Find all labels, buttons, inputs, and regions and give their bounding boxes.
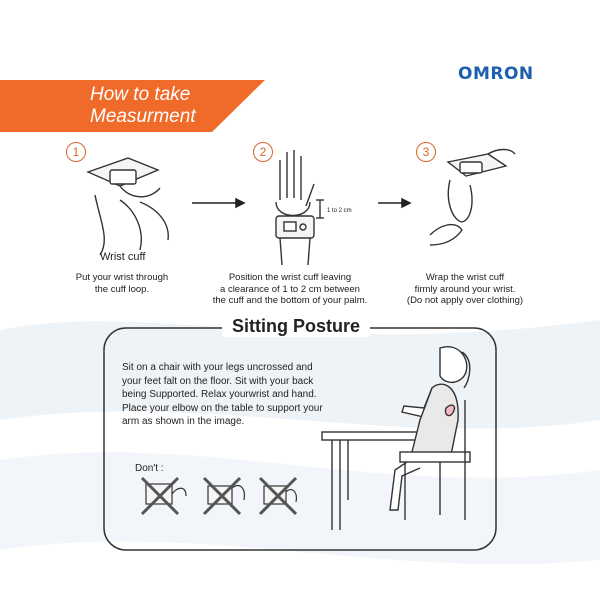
step-3-caption-line2: firmly around your wrist. <box>414 283 516 295</box>
posture-instructions: Sit on a chair with your legs uncrossed and your feet falt on the floor. Sit with your back being Supported. Relax yourwrist and hand. Place your elbow on the table to support your arm as shown in the image. <box>122 362 323 427</box>
step-2-caption-line3: the cuff and the bottom of your palm. <box>212 295 368 306</box>
step-1-caption-line2: the cuff loop. <box>94 283 150 295</box>
dont-label: Don't : <box>135 463 164 474</box>
step-1-caption-line1: Put your wrist through <box>75 272 169 283</box>
step-2-number: 2 <box>253 142 273 162</box>
dont-icons <box>142 478 296 514</box>
header-title-line1: How to take <box>90 84 191 105</box>
wrist-cuff-label: Wrist cuff <box>100 251 146 263</box>
dont-icon-2 <box>204 478 244 514</box>
step-3-caption-line3: (Do not apply over clothing) <box>406 295 524 306</box>
step-1-number: 1 <box>66 142 86 162</box>
step-3-caption-line1: Wrap the wrist cuff <box>425 272 505 283</box>
step-2-caption-line1: Position the wrist cuff leaving <box>228 272 352 283</box>
dont-icon-3 <box>260 478 296 514</box>
brand-logo: OMRON <box>458 64 534 84</box>
dont-icon-1 <box>142 478 186 514</box>
posture-title: Sitting Posture <box>222 316 370 337</box>
step-2-caption-line2: a clearance of 1 to 2 cm between <box>220 283 360 295</box>
clearance-label: 1 to 2 cm <box>327 208 352 214</box>
header-title-line2: Measurment <box>90 106 196 127</box>
step-3-number: 3 <box>416 142 436 162</box>
